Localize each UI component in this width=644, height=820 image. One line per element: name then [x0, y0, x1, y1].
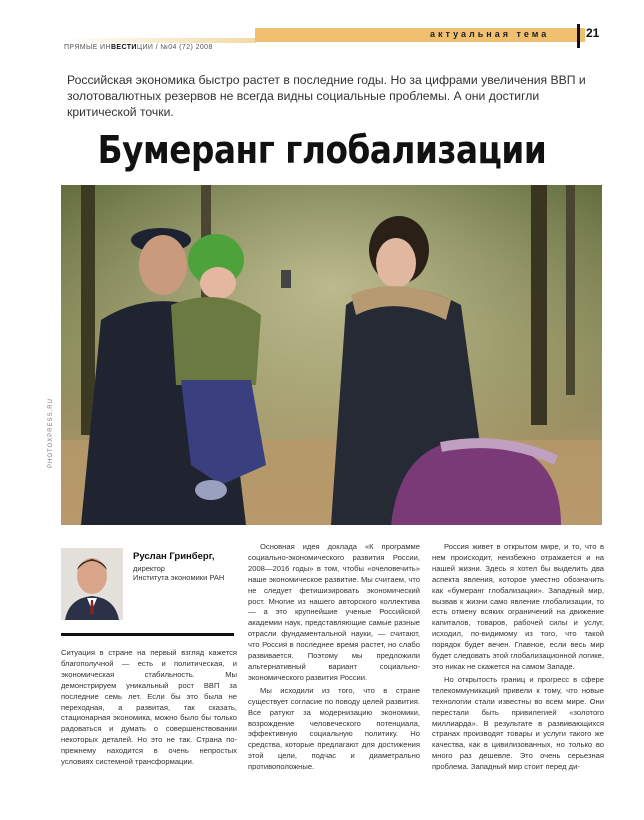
paragraph: Но открытость границ и прогресс в сфере телекоммуникаций привели к тому, что новые технологии стали известны во всем мире. Они перестали быть привилегией «золотого миллиарда». В результате в развивающихся странах производят товары и услуги такого же качества, как в цивилизованных, но только во много раз дешевле. Это очень серьезная проблема. Западный мир стоит перед ди-: [432, 674, 604, 772]
magazine-bold: ВЕСТИ: [110, 44, 137, 51]
paragraph: Основная идея доклада «К программе социально-экономического развития России, 2008—2016 годы» в том, чтобы «очеловечить» наше экономическое развитие. Мы считаем, что не следует фетишизировать экономический рост. Многие из нашего авторского коллектива — а это крупнейшие ученые Российской академии наук, представляющие самые разные отрасли фундаментальной науки, — считают, что Россия в последнее время растет, но слабо развивается. Поэтому мы предложили альтернативный вариант социально-экономического развития России.: [248, 542, 420, 682]
author-divider: [61, 633, 234, 636]
header-accent-strip: [60, 38, 256, 43]
paragraph: Ситуация в стране на первый взгляд кажется благополучной — есть и политическая, и экономическая стабильность. Мы демонстрируем уникальный рост ВВП за последние семь лет. Если бы это была не переходная, а развитая, так сказать, стационарная экономика, можно было бы только радоваться и думать о совершенствовании некоторых деталей. Но это не так. Страна по-прежнему находится в очень непростых условиях системной трансформации.: [61, 648, 237, 767]
text-column-3: [432, 542, 604, 773]
header-divider: [577, 24, 580, 48]
page-number: 21: [586, 26, 600, 40]
lead-paragraph: Российская экономика быстро растет в последние годы. Но за цифрами увеличения ВВП и золотовалютных резервов не всегда видны социальные проблемы. А они достигли критической точки.: [67, 73, 586, 119]
text-column-1: [61, 648, 237, 768]
section-label: актуальная тема: [430, 29, 550, 39]
paragraph: Мы исходили из того, что в стране существует согласие по поводу целей развития. Все ратуют за модернизацию экономики, возрождение человеческого потенциала, эффективную социальную политику. Но средства, которые предлагают для достижения этой цели, подчас и диаметрально противоположные.: [248, 685, 420, 772]
magazine-prefix: ПРЯМЫЕ ИН: [64, 44, 111, 51]
author-role: директор: [133, 564, 165, 573]
magazine-suffix: ЦИИ / №04 (72) 2008: [136, 44, 213, 51]
author-organization: Института экономики РАН: [133, 573, 225, 582]
text-column-2: [248, 542, 420, 773]
paragraph: Россия живет в открытом мире, и то, что в нем происходит, неизбежно отражается и на нашей жизни. Здесь я хотел бы выделить два аспекта явления, которое уместно обозначить как «бумеранг глобализации». Западный мир, вызвав к жизни само явление глобализации, то есть отмену всяких ограничений на движение капиталов, товаров, рабочей силы и услуг, исходил, по-видимому из того, что такой порядок будет вечен. Главное, если весь мир будет следовать этой глобализационной логике, это никак не скажется на самом Западе.: [432, 542, 604, 671]
phone: [281, 270, 291, 288]
author-name: Руслан Гринберг,: [133, 551, 215, 562]
author-portrait: [61, 548, 123, 620]
magazine-info: [64, 44, 213, 51]
article-title: Бумеранг глобализации: [97, 128, 547, 172]
article-photo: [61, 185, 602, 525]
photo-credit: PHOTOXPRESS.RU: [48, 398, 54, 468]
tree-trunk: [81, 185, 95, 435]
